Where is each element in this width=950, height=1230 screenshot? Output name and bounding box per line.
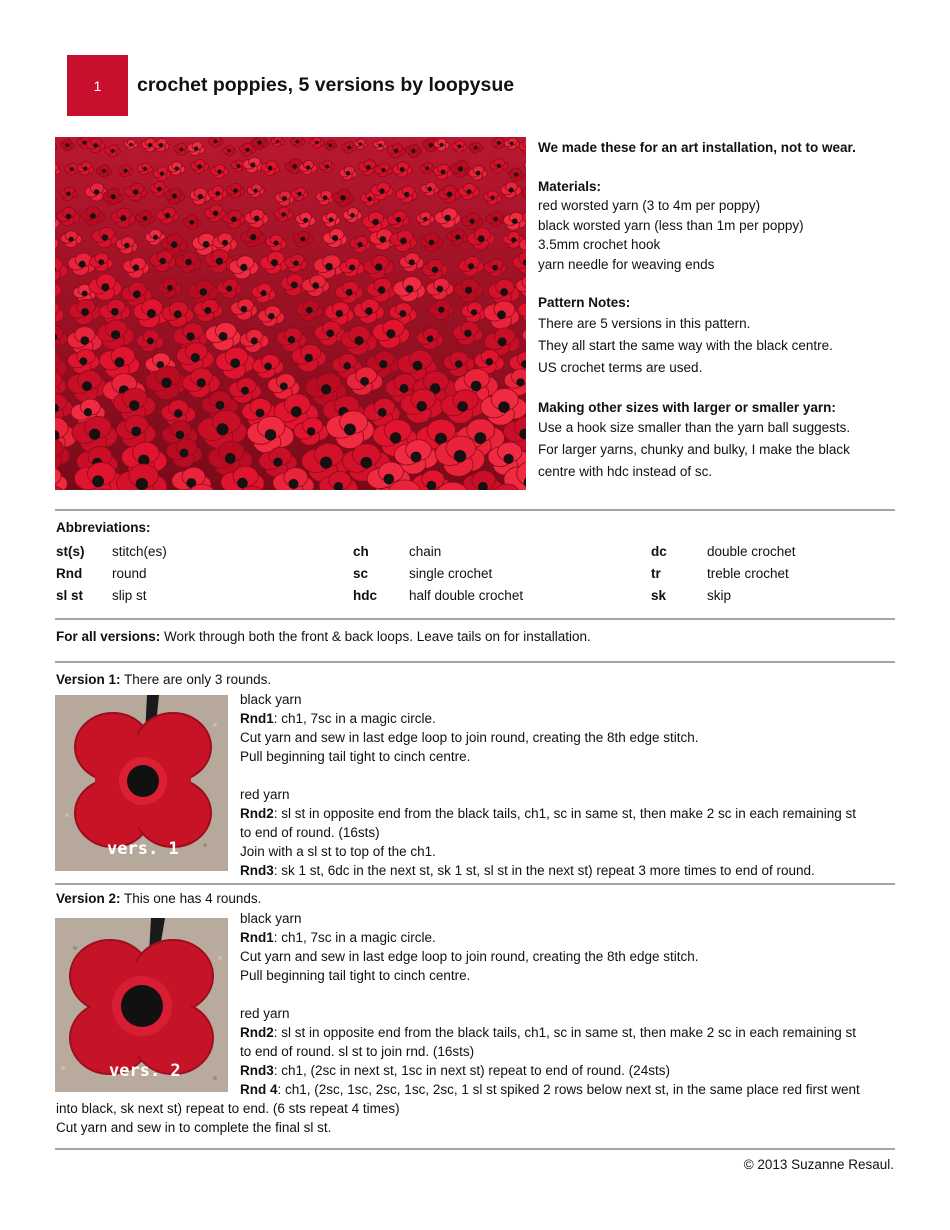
- yarn-color-label: black yarn: [240, 911, 302, 926]
- round-step: [240, 804, 890, 823]
- divider: [55, 661, 895, 663]
- copyright: © 2013 Suzanne Resaul.: [743, 1157, 894, 1172]
- round-label: Rnd3: [240, 1063, 274, 1078]
- abbr-col-2-terms: [353, 541, 377, 607]
- step-text: Pull beginning tail tight to cinch centre.: [240, 749, 471, 764]
- version-2-intro: This one has 4 rounds.: [120, 891, 262, 906]
- sizes-item: For larger yarns, chunky and bulky, I make the black: [538, 442, 850, 457]
- yarn-color-label: black yarn: [240, 692, 302, 707]
- page-number-badge: [67, 55, 128, 116]
- abbr-term: sc: [353, 566, 369, 581]
- abbr-meaning: stitch(es): [112, 544, 167, 559]
- yarn-color-label: red yarn: [240, 787, 290, 802]
- divider: [55, 509, 895, 511]
- round-step: [240, 928, 890, 947]
- version-1-photo: [55, 695, 228, 871]
- round-label: Rnd1: [240, 711, 274, 726]
- abbr-meaning: skip: [707, 588, 732, 603]
- round-text: : sk 1 st, 6dc in the next st, sk 1 st, sl st in the next st) repeat 3 more times to end of round.: [273, 863, 815, 878]
- abbr-meaning: single crochet: [409, 566, 493, 581]
- round-text: : ch1, 7sc in a magic circle.: [273, 711, 436, 726]
- abbr-meaning: round: [112, 566, 147, 581]
- abbr-term: dc: [651, 544, 667, 559]
- note-item: US crochet terms are used.: [538, 359, 703, 375]
- intro-section: [538, 138, 898, 483]
- round-text: : sl st in opposite end from the black tails, ch1, sc in same st, then make 2 sc in each remaining st: [273, 1025, 857, 1040]
- page-number: 1: [93, 77, 102, 94]
- round-step: [240, 861, 890, 880]
- step-text: Pull beginning tail tight to cinch centre.: [240, 968, 471, 983]
- abbreviations-heading: Abbreviations:: [56, 520, 151, 535]
- round-step: [240, 709, 890, 728]
- step-text: into black, sk next st) repeat to end. (6 sts repeat 4 times): [56, 1101, 400, 1116]
- divider: [55, 618, 895, 620]
- round-text: : ch1, (2sc, 1sc, 2sc, 1sc, 2sc, 1 sl st spiked 2 rows below next st, in the same place red first went: [277, 1082, 860, 1097]
- sizes-heading: Making other sizes with larger or smaller yarn:: [538, 399, 836, 415]
- divider: [55, 883, 895, 885]
- abbr-term: tr: [651, 566, 661, 581]
- abbr-col-1-meanings: [112, 541, 167, 607]
- round-step: [240, 1023, 890, 1042]
- step-text: Cut yarn and sew in last edge loop to join round, creating the 8th edge stitch.: [240, 730, 699, 745]
- step-text: Join with a sl st to top of the ch1.: [240, 844, 436, 859]
- step-text: to end of round. sl st to join rnd. (16sts): [240, 1044, 475, 1059]
- abbr-term: Rnd: [56, 566, 83, 581]
- sizes-item: Use a hook size smaller than the yarn ball suggests.: [538, 420, 851, 435]
- version-1-steps: [240, 690, 890, 880]
- step-text: Cut yarn and sew in to complete the final sl st.: [56, 1120, 332, 1135]
- abbr-col-3-terms: [651, 541, 667, 607]
- version-1-intro: There are only 3 rounds.: [120, 672, 272, 687]
- abbr-term: sk: [651, 588, 667, 603]
- round-label: Rnd2: [240, 1025, 274, 1040]
- material-item: black worsted yarn (less than 1m per poppy): [538, 217, 804, 233]
- version-2-label: Version 2:: [56, 891, 121, 906]
- divider: [55, 1148, 895, 1150]
- note-item: There are 5 versions in this pattern.: [538, 315, 751, 331]
- sizes-item: centre with hdc instead of sc.: [538, 464, 713, 479]
- abbr-meaning: slip st: [112, 588, 147, 603]
- version-1-label: Version 1:: [56, 672, 121, 687]
- round-step: [240, 1061, 890, 1080]
- all-versions-note: [56, 629, 591, 644]
- round-label: Rnd1: [240, 930, 274, 945]
- material-item: red worsted yarn (3 to 4m per poppy): [538, 198, 761, 213]
- abbr-col-2-meanings: [409, 541, 523, 607]
- version-2-photo-caption: vers. 2: [109, 1061, 181, 1081]
- round-text: : ch1, 7sc in a magic circle.: [273, 930, 436, 945]
- all-versions-text: Work through both the front & back loops. Leave tails on for installation.: [160, 629, 591, 644]
- version-2-heading: [56, 891, 261, 906]
- step-text: to end of round. (16sts): [240, 825, 380, 840]
- material-item: yarn needle for weaving ends: [538, 256, 715, 272]
- abbr-term: sl st: [56, 588, 84, 603]
- round-label: Rnd3: [240, 863, 274, 878]
- round-label: Rnd 4: [240, 1082, 278, 1097]
- abbr-meaning: half double crochet: [409, 588, 524, 603]
- round-step: [240, 1080, 890, 1099]
- pattern-notes-heading: Pattern Notes:: [538, 295, 631, 310]
- version-2-photo: [55, 918, 228, 1092]
- abbr-term: hdc: [353, 588, 378, 603]
- round-text: : ch1, (2sc in next st, 1sc in next st) repeat to end of round. (24sts): [273, 1063, 670, 1078]
- abbr-meaning: treble crochet: [707, 566, 789, 581]
- version-2-steps: [240, 909, 890, 1099]
- poppy-flower: [374, 140, 388, 151]
- abbr-term: st(s): [56, 544, 85, 559]
- disclaimer: We made these for an art installation, not to wear.: [538, 140, 856, 155]
- version-2-steps-continued: [56, 1099, 896, 1137]
- round-text: : sl st in opposite end from the black tails, ch1, sc in same st, then make 2 sc in each remaining st: [273, 806, 857, 821]
- version-1-photo-caption: vers. 1: [107, 839, 179, 859]
- materials-heading: Materials:: [538, 178, 602, 194]
- abbr-col-3-meanings: [707, 541, 796, 607]
- material-item: 3.5mm crochet hook: [538, 237, 661, 252]
- note-item: They all start the same way with the black centre.: [538, 337, 833, 353]
- abbr-meaning: chain: [409, 544, 442, 559]
- step-text: Cut yarn and sew in last edge loop to join round, creating the 8th edge stitch.: [240, 949, 699, 964]
- poppies-photo: [55, 137, 526, 490]
- round-label: Rnd2: [240, 806, 274, 821]
- all-versions-label: For all versions:: [56, 629, 161, 644]
- page-title: crochet poppies, 5 versions by loopysue: [137, 74, 515, 96]
- version-1-heading: [56, 672, 271, 687]
- abbr-col-1-terms: [56, 541, 85, 607]
- yarn-color-label: red yarn: [240, 1006, 290, 1021]
- abbr-term: ch: [353, 544, 369, 559]
- abbr-meaning: double crochet: [707, 544, 796, 559]
